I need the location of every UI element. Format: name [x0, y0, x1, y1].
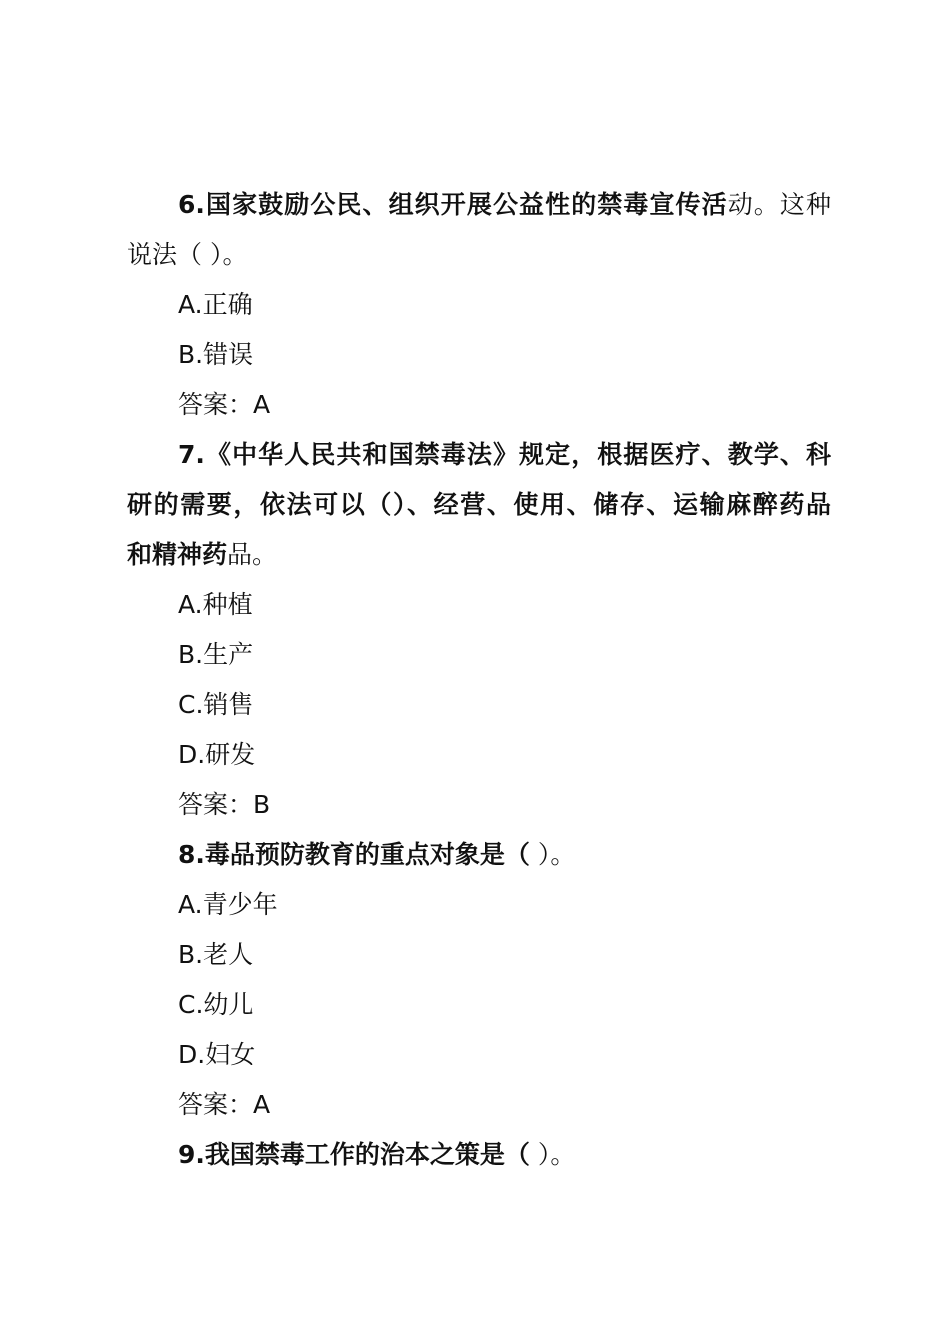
question-stem-regular: ）。	[529, 1140, 576, 1169]
question-number: 7.	[178, 440, 205, 469]
question-6-answer: 答案：A	[178, 390, 271, 419]
question-stem-regular: 动。这种	[727, 190, 831, 219]
question-6-stem-line-1	[178, 180, 831, 230]
question-7-option-d: D.研发	[178, 740, 256, 769]
question-8-stem-line-1	[178, 830, 575, 880]
question-7-option-b: B.生产	[178, 640, 254, 669]
question-stem-bold: 和精神药	[127, 540, 228, 569]
question-stem-bold: 研的需要，依法可以（）、经营、使用、储存、运输麻醉药品	[127, 490, 831, 519]
question-stem-bold: 毒品预防教育的重点对象是（	[204, 840, 530, 869]
question-7-option-c: C.销售	[178, 690, 254, 719]
question-6-option-b: B.错误	[178, 340, 254, 369]
question-7-stem-line-2	[127, 480, 831, 530]
question-6-stem-line-2	[127, 230, 247, 280]
question-8-answer: 答案：A	[178, 1090, 271, 1119]
question-number: 8.	[178, 840, 205, 869]
question-9-stem-line-1	[178, 1130, 575, 1180]
question-number: 6.	[178, 190, 205, 219]
question-stem-regular: ）。	[529, 840, 576, 869]
question-8-option-a: A.青少年	[178, 890, 278, 919]
question-7-stem-line-3	[127, 530, 277, 580]
question-stem-bold: 国家鼓励公民、组织开展公益性的禁毒宣传活	[204, 190, 728, 219]
question-stem-bold: 我国禁毒工作的治本之策是（	[204, 1140, 530, 1169]
question-number: 9.	[178, 1140, 205, 1169]
question-6-option-a: A.正确	[178, 290, 253, 319]
question-8-option-d: D.妇女	[178, 1040, 256, 1069]
question-stem-regular: 品。	[227, 540, 278, 569]
question-8-option-c: C.幼儿	[178, 990, 254, 1019]
question-stem-regular: 说法（ ）。	[127, 240, 248, 269]
question-7-answer: 答案：B	[178, 790, 271, 819]
question-8-option-b: B.老人	[178, 940, 254, 969]
question-7-stem-line-1	[178, 430, 831, 480]
question-7-option-a: A.种植	[178, 590, 253, 619]
question-stem-bold: 《中华人民共和国禁毒法》规定，根据医疗、教学、科	[204, 440, 831, 469]
